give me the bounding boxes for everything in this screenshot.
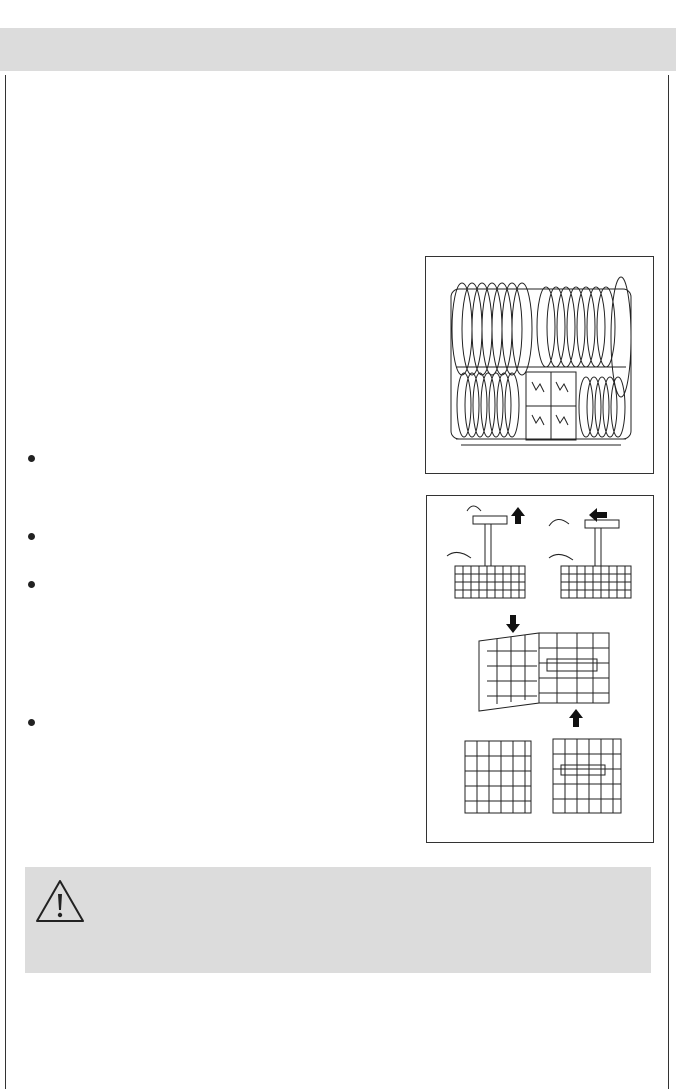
header-bar-left — [0, 28, 338, 71]
dishwasher-rack-figure — [425, 256, 654, 474]
cutlery-basket-split-illustration — [427, 496, 653, 842]
dishwasher-lower-rack-illustration — [426, 257, 653, 473]
bullet-point-4 — [28, 719, 35, 726]
page-border-right — [668, 75, 669, 1089]
bullet-point-1 — [28, 455, 35, 462]
page-border-left — [5, 75, 6, 1089]
bullet-point-2 — [28, 533, 35, 540]
warning-box — [25, 867, 651, 973]
section-header-bar — [0, 28, 676, 71]
cutlery-basket-figure — [426, 495, 654, 843]
warning-triangle-icon — [33, 877, 87, 925]
header-bar-right — [338, 28, 676, 71]
bullet-point-3 — [28, 581, 35, 588]
